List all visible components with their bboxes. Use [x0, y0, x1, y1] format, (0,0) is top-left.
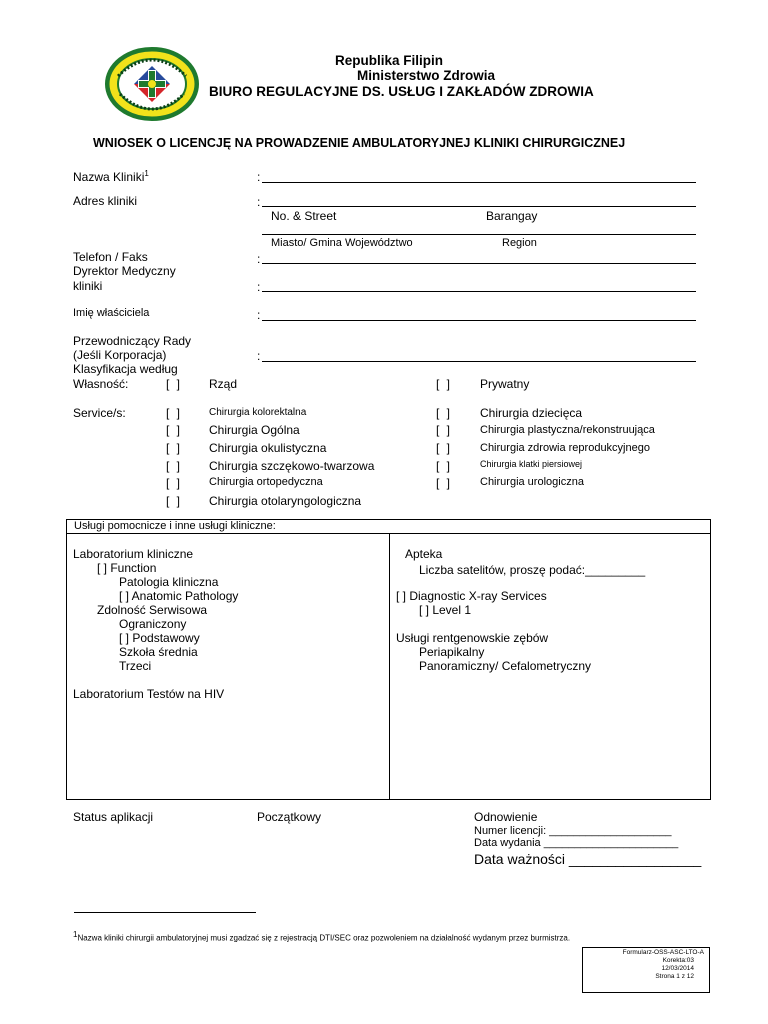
service-checkbox[interactable]: [ ]: [166, 406, 181, 420]
service-checkbox[interactable]: [ ]: [166, 494, 181, 508]
service-item-label: Chirurgia Ogólna: [209, 423, 300, 437]
renewal-label: Odnowienie: [474, 810, 538, 824]
ownership-label: Własność:: [73, 377, 129, 391]
private-checkbox[interactable]: [ ]: [436, 377, 451, 391]
page-number: Strona 1 z 12: [655, 973, 694, 980]
service-item-label: Chirurgia plastyczna/rekonstruująca: [480, 424, 655, 436]
service-checkbox[interactable]: [ ]: [166, 459, 181, 473]
colon: :: [257, 195, 261, 209]
clinic-name-label: Nazwa Kliniki$^1$: [73, 169, 149, 184]
address-field[interactable]: [262, 206, 696, 207]
form-number: Formularz-OSS-ASC-LTO-A: [622, 949, 704, 956]
clinic-name-field[interactable]: [262, 182, 696, 183]
colon: :: [257, 349, 261, 363]
service-item-label: Chirurgia zdrowia reprodukcyjnego: [480, 442, 650, 454]
service-item-label: Chirurgia ortopedyczna: [209, 476, 323, 488]
service-checkbox[interactable]: [ ]: [436, 406, 451, 420]
department-of-health-seal: [104, 46, 200, 122]
panoramic-label: Panoramiczny/ Cefalometryczny: [419, 659, 592, 673]
address-label: Adres kliniki: [73, 194, 138, 208]
service-item-label: Chirurgia otolaryngologiczna: [209, 494, 362, 508]
colon: :: [257, 170, 261, 184]
service-item-label: Chirurgia okulistyczna: [209, 441, 327, 455]
dental-xray-label: Usługi rentgenowskie zębów: [396, 631, 549, 645]
footnote-divider: [74, 912, 256, 913]
city-label: Miasto/ Gmina Województwo: [271, 237, 413, 249]
form-title: WNIOSEK O LICENCJĘ NA PROWADZENIE AMBULATORYJNEJ KLINIKI CHIRURGICZNEJ: [93, 136, 626, 150]
phone-label: Telefon / Faks: [73, 250, 148, 264]
chair-field[interactable]: [262, 361, 696, 362]
director-label-2: kliniki: [73, 279, 103, 293]
hiv-lab-label: Laboratorium Testów na HIV: [73, 687, 225, 701]
clinical-lab-label: Laboratorium kliniczne: [73, 547, 194, 561]
phone-field[interactable]: [262, 263, 696, 264]
form-revision: Korekta:03: [662, 957, 694, 964]
chair-label: Przewodniczący Rady: [73, 334, 192, 348]
region-label: Region: [502, 237, 537, 249]
service-checkbox[interactable]: [ ]: [436, 423, 451, 437]
ancillary-header: Usługi pomocnicze i inne usługi kliniczne:: [74, 520, 276, 532]
header-country: Republika Filipin: [335, 53, 444, 68]
clinical-pathology-label: Patologia kliniczna: [119, 575, 219, 589]
service-item-label: Chirurgia szczękowo-twarzowa: [209, 459, 375, 473]
government-checkbox[interactable]: [ ]: [166, 377, 181, 391]
service-checkbox[interactable]: [ ]: [436, 459, 451, 473]
barangay-label: Barangay: [486, 209, 538, 223]
chair-label-2: (Jeśli Korporacja): [73, 348, 167, 362]
tertiary-label: Trzeci: [119, 659, 152, 673]
private-label: Prywatny: [480, 377, 530, 391]
pharmacy-label: Apteka: [405, 547, 443, 561]
anatomic-pathology-checkbox[interactable]: [ ] Anatomic Pathology: [119, 589, 239, 603]
function-checkbox[interactable]: [ ] Function: [97, 561, 157, 575]
level1-checkbox[interactable]: [ ] Level 1: [419, 603, 472, 617]
periapical-label: Periapikalny: [419, 645, 485, 659]
satellites-field[interactable]: Liczba satelitów, proszę podać:_________: [419, 563, 646, 577]
director-label: Dyrektor Medyczny: [73, 264, 176, 278]
xray-checkbox[interactable]: [ ] Diagnostic X-ray Services: [396, 589, 547, 603]
address-line-2-field[interactable]: [262, 234, 696, 235]
service-checkbox[interactable]: [ ]: [436, 441, 451, 455]
initial-label: Początkowy: [257, 810, 322, 824]
service-checkbox[interactable]: [ ]: [166, 476, 181, 490]
license-number-field[interactable]: Numer licencji: ____________________: [474, 825, 672, 837]
validity-date-field[interactable]: Data ważności _________________: [474, 851, 702, 867]
colon: :: [257, 280, 261, 294]
services-label: Service/s:: [73, 406, 126, 420]
form-date: 12/03/2014: [661, 965, 694, 972]
service-item-label: Chirurgia kolorektalna: [209, 407, 307, 418]
service-item-label: Chirurgia dziecięca: [480, 406, 583, 420]
street-label: No. & Street: [271, 209, 337, 223]
government-label: Rząd: [209, 377, 238, 391]
colon: :: [257, 252, 261, 266]
application-status-label: Status aplikacji: [73, 810, 154, 824]
service-capability-label: Zdolność Serwisowa: [97, 603, 208, 617]
service-checkbox[interactable]: [ ]: [166, 423, 181, 437]
primary-checkbox[interactable]: [ ] Podstawowy: [119, 631, 200, 645]
owner-label: Imię właściciela: [73, 307, 150, 319]
issue-date-field[interactable]: Data wydania ______________________: [474, 837, 679, 849]
header-bureau: BIURO REGULACYJNE DS. USŁUG I ZAKŁADÓW ZDROWIA: [209, 84, 594, 99]
owner-field[interactable]: [262, 320, 696, 321]
secondary-label: Szkoła średnia: [119, 645, 198, 659]
service-item-label: Chirurgia urologiczna: [480, 476, 584, 488]
divider: [389, 533, 390, 799]
service-item-label: Chirurgia klatki piersiowej: [480, 459, 583, 469]
service-checkbox[interactable]: [ ]: [166, 441, 181, 455]
header-ministry: Ministerstwo Zdrowia: [357, 68, 496, 83]
limited-label: Ograniczony: [119, 617, 187, 631]
service-checkbox[interactable]: [ ]: [436, 476, 451, 490]
footnote: $^1$Nazwa kliniki chirurgii ambulatoryjnej musi zgadzać się z rejestracją DTI/SEC oraz pozwoleniem na działalność wydanym przez burmistrza.: [73, 930, 571, 943]
classification-label: Klasyfikacja według: [73, 362, 178, 376]
director-field[interactable]: [262, 291, 696, 292]
colon: :: [257, 308, 261, 322]
